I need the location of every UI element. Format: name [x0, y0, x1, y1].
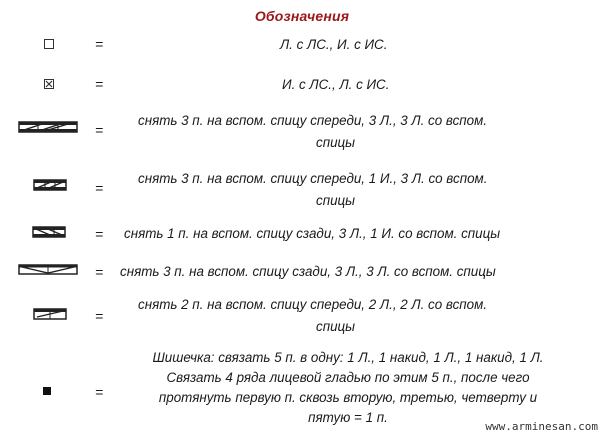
equals-sign: = — [95, 76, 104, 92]
filled-square-icon — [43, 387, 51, 395]
legend-row-cable-6-back — [0, 258, 604, 288]
legend-row-cable-4-front — [0, 292, 604, 342]
equals-sign: = — [95, 36, 104, 52]
legend-description: И. с ЛС., Л. с ИС. — [282, 77, 390, 92]
legend-row-cable-4-back-purl — [0, 220, 604, 250]
watermark: www.arminesan.com — [485, 420, 598, 433]
empty-square-icon — [44, 39, 54, 49]
cable-4-front-purl-icon — [33, 179, 67, 191]
legend-description: снять 2 п. на вспом. спицу спереди, 2 Л., 2 Л. со вспом. спицы — [138, 297, 488, 334]
legend-row-knit — [0, 30, 604, 60]
equals-sign: = — [95, 384, 104, 400]
cable-6-back-icon — [18, 264, 78, 275]
legend-row-cable-6-front — [0, 106, 604, 156]
equals-sign: = — [95, 226, 104, 242]
equals-sign: = — [95, 264, 104, 280]
legend-description: снять 3 п. на вспом. спицу сзади, 3 Л., 3 Л. со вспом. спицы — [120, 264, 496, 279]
legend-description: снять 1 п. на вспом. спицу сзади, 3 Л., 1 И. со вспом. спицы — [124, 226, 501, 241]
cable-4-front-icon — [33, 308, 67, 320]
legend-description: снять 3 п. на вспом. спицу спереди, 1 И., 3 Л. со вспом. спицы — [138, 171, 488, 208]
legend-row-purl — [0, 70, 604, 100]
crossed-square-icon — [44, 79, 54, 89]
legend-description: Шишечка: связать 5 п. в одну: 1 Л., 1 накид, 1 Л., 1 накид, 1 Л. Связать 4 ряда лицевой гладью по этим 5 п., после чего протянуть первую п. сквозь вторую, третью, четверту и пятую = 1 п. — [152, 350, 544, 425]
cable-6-front-icon — [18, 121, 78, 133]
legend-title: Обозначения — [254, 8, 350, 24]
cable-4-back-purl-icon — [32, 226, 66, 238]
equals-sign: = — [95, 180, 104, 196]
legend-row-cable-4-front-purl — [0, 164, 604, 214]
legend-description: Л. с ЛС., И. с ИС. — [280, 37, 388, 52]
equals-sign: = — [95, 122, 104, 138]
equals-sign: = — [95, 308, 104, 324]
legend-description: снять 3 п. на вспом. спицу спереди, 3 Л., 3 Л. со вспом. спицы — [138, 113, 488, 150]
